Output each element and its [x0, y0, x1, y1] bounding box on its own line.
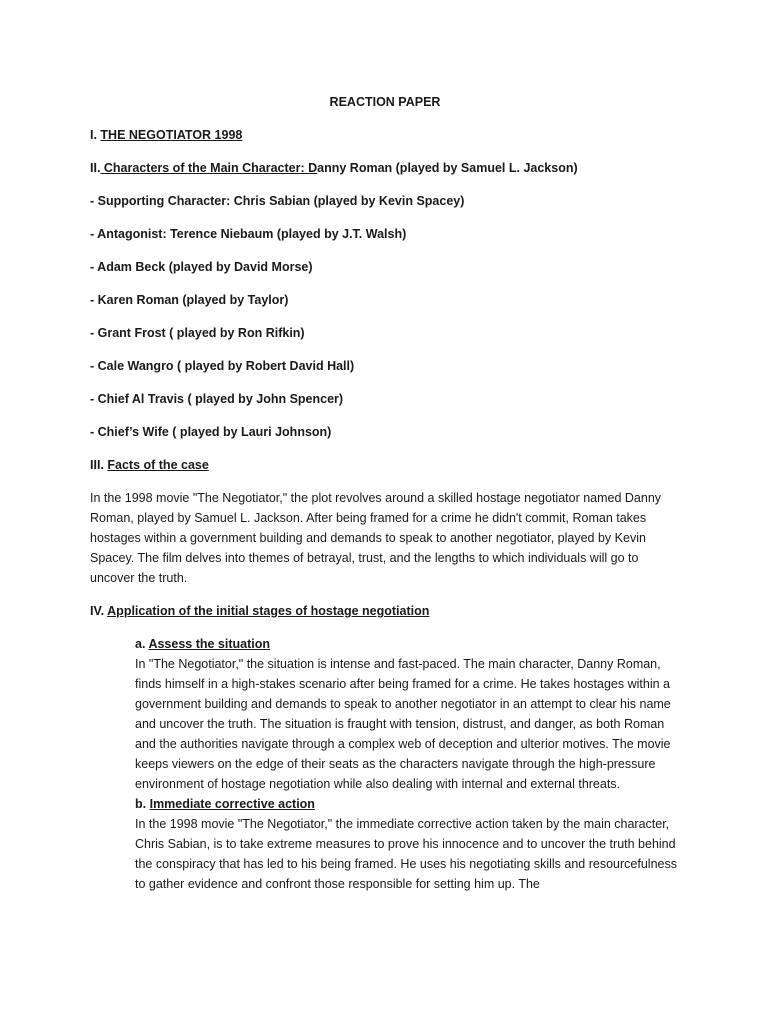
subsection-b-heading	[135, 794, 680, 814]
section-2-rest: anny Roman (played by Samuel L. Jackson)	[317, 161, 578, 175]
section-1-heading	[90, 125, 680, 145]
subsection-a-prefix: a.	[135, 637, 149, 651]
section-3-prefix: III.	[90, 458, 108, 472]
subsection-a-heading	[135, 634, 680, 654]
character-line: - Chief’s Wife ( played by Lauri Johnson)	[90, 425, 332, 439]
facts-paragraph: In the 1998 movie "The Negotiator," the plot revolves around a skilled hostage negotiator named Danny Roman, played by Samuel L. Jackson. After being framed for a crime he didn't commit, Roman takes hostages within a government building and demands to speak to another negotiator, played by Kevin Spacey. The film delves into themes of betrayal, trust, and the lengths to which individuals will go to uncover the truth.	[90, 491, 662, 585]
subsection-a-label: Assess the situation	[148, 637, 271, 651]
section-1-label: THE NEGOTIATOR 1998	[100, 128, 243, 142]
subsection-b-prefix: b.	[135, 797, 150, 811]
section-3-label: Facts of the case	[107, 458, 209, 472]
character-line: - Karen Roman (played by Taylor)	[90, 293, 289, 307]
section-3-heading	[90, 455, 680, 475]
section-4-prefix: IV.	[90, 604, 108, 618]
section-2-label: Characters of the Main Character: D	[100, 161, 318, 175]
subsection-b-paragraph: In the 1998 movie "The Negotiator," the immediate corrective action taken by the main character, Chris Sabian, is to take extreme measures to prove his innocence and to uncover the truth behind the conspiracy that has led to his being framed. He uses his negotiating skills and resourcefulness to gather evidence and confront those responsible for setting him up. The	[135, 817, 677, 891]
character-line: - Chief Al Travis ( played by John Spencer)	[90, 392, 344, 406]
document-body	[90, 92, 680, 894]
subsection-b	[135, 794, 680, 894]
section-4-label: Application of the initial stages of hostage negotiation	[107, 604, 430, 618]
section-2-heading	[90, 158, 680, 178]
subsection-a-paragraph: In "The Negotiator," the situation is intense and fast-paced. The main character, Danny Roman, finds himself in a high-stakes scenario after being framed for a crime. He takes hostages within a government building and demands to speak to another negotiator in an attempt to clear his name and uncover the truth. The situation is fraught with tension, distrust, and danger, as both Roman and the authorities navigate through a complex web of deception and ulterior motives. The movie keeps viewers on the edge of their seats as the characters navigate through the high-pressure environment of hostage negotiation while also dealing with internal and external threats.	[135, 657, 671, 791]
character-line: - Antagonist: Terence Niebaum (played by J.T. Walsh)	[90, 227, 407, 241]
character-line: - Cale Wangro ( played by Robert David Hall)	[90, 359, 355, 373]
section-2-prefix: II.	[90, 161, 101, 175]
character-line: - Adam Beck (played by David Morse)	[90, 260, 313, 274]
character-line: - Grant Frost ( played by Ron Rifkin)	[90, 326, 305, 340]
section-4-heading	[90, 601, 680, 621]
subsection-b-label: Immediate corrective action	[149, 797, 315, 811]
character-line: - Supporting Character: Chris Sabian (played by Kevin Spacey)	[90, 194, 465, 208]
section-1-prefix: I.	[90, 128, 101, 142]
subsection-a	[135, 634, 680, 794]
document-title: REACTION PAPER	[329, 95, 441, 109]
